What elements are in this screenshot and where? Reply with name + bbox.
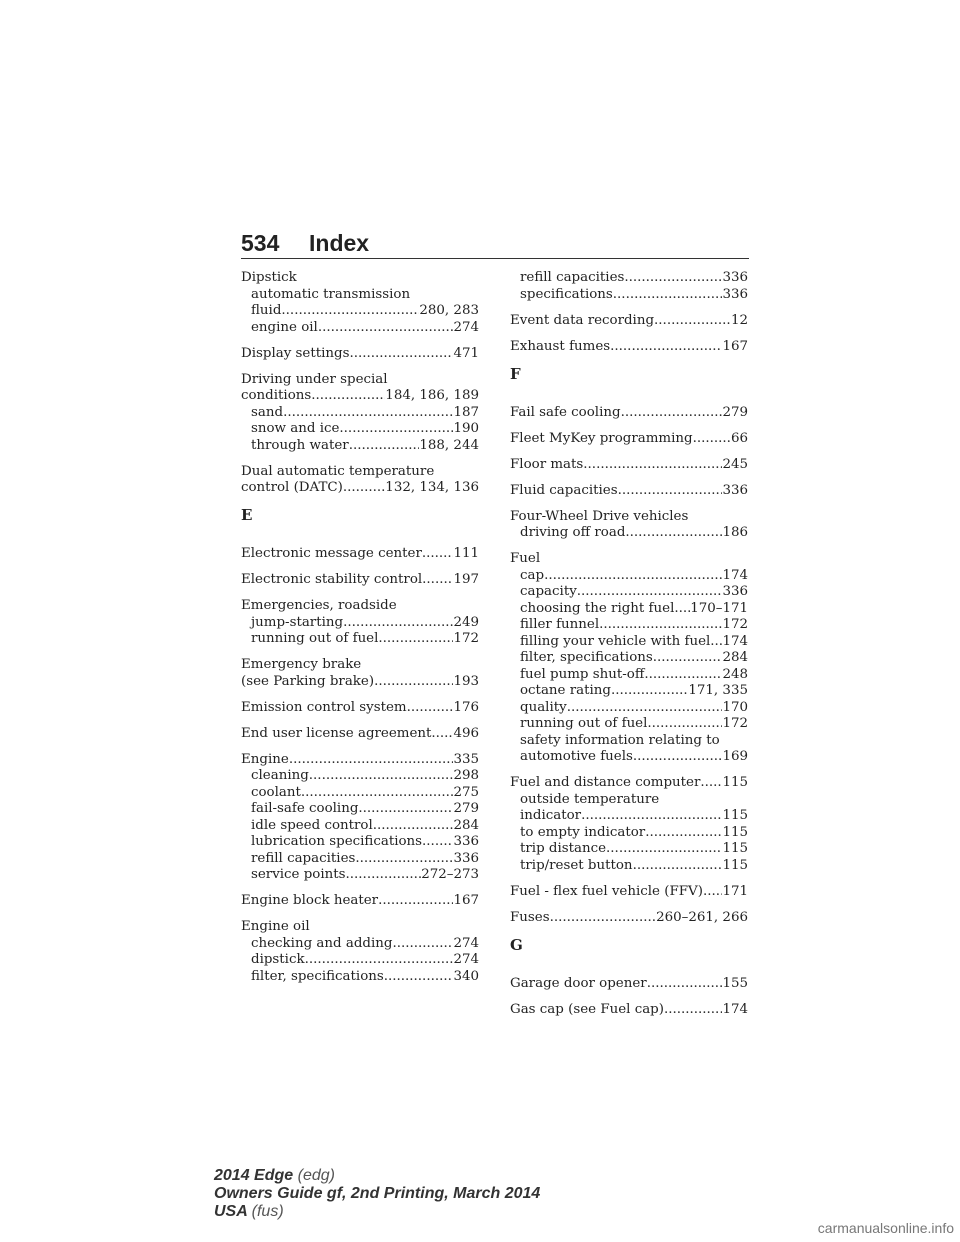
entry-term: safety information relating to: [520, 732, 720, 748]
leader-dots: [373, 818, 454, 835]
entry-term: trip/reset button: [520, 857, 633, 873]
entry-page-ref: 260–261, 266: [656, 909, 748, 925]
index-subentry-line: [241, 421, 479, 438]
leader-dots: [664, 1002, 722, 1019]
leader-dots: [349, 438, 420, 455]
entry-page-ref: 170–171: [690, 600, 748, 616]
entry-page-ref: 336: [453, 834, 479, 849]
entry-term: Garage door opener: [510, 975, 647, 991]
section-letter: G: [510, 935, 523, 954]
index-entry-line: [510, 775, 748, 792]
entry-page-ref: 245: [722, 456, 748, 472]
entry-term: control (DATC): [241, 480, 343, 495]
entry-page-ref: 12: [730, 312, 748, 328]
leader-dots: [693, 431, 731, 448]
entry-term: Driving under special: [241, 371, 388, 387]
index-column-right: [510, 270, 748, 1028]
leader-dots: [346, 867, 422, 884]
entry-term: choosing the right fuel: [520, 600, 675, 616]
entry-page-ref: 336: [453, 850, 479, 866]
index-subentry-line: [241, 818, 479, 835]
entry-term: sand: [251, 404, 284, 420]
index-subentry-line: [510, 568, 748, 585]
entry-term: automatic transmission: [251, 286, 411, 302]
entry-term: Engine: [241, 751, 289, 767]
entry-term: Fuses: [510, 909, 550, 925]
index-subentry-line: [241, 303, 479, 320]
index-subentry-line: [510, 650, 748, 667]
entry-page-ref: 171: [722, 883, 748, 899]
index-entry: [241, 752, 479, 884]
entry-page-ref: 272–273: [421, 867, 479, 882]
index-entry: [510, 775, 748, 874]
leader-dots: [392, 936, 453, 953]
leader-dots: [624, 270, 722, 287]
leader-dots: [378, 893, 453, 910]
entry-page-ref: 169: [722, 749, 748, 764]
leader-dots: [618, 483, 723, 500]
page-header: [241, 228, 749, 259]
leader-dots: [625, 525, 722, 542]
entry-term: filling your vehicle with fuel: [520, 633, 711, 649]
entry-page-ref: 274: [453, 319, 479, 335]
entry-page-ref: 174: [722, 567, 748, 583]
index-entry: [241, 346, 479, 363]
index-entry-line: [241, 270, 479, 287]
entry-page-ref: 174: [722, 1001, 748, 1017]
entry-page-ref: 172: [722, 617, 748, 632]
entry-term: octane rating: [520, 683, 611, 698]
index-entry: [241, 893, 479, 910]
index-entry-line: [510, 313, 748, 330]
leader-dots: [358, 801, 453, 818]
watermark: carmanualsonline.info: [817, 1220, 954, 1236]
index-subentry-line: [510, 808, 748, 825]
entry-page-ref: 496: [453, 725, 479, 741]
leader-dots: [339, 421, 453, 438]
index-entry: [241, 598, 479, 648]
entry-page-ref: 193: [453, 673, 479, 689]
index-entry-line: [241, 726, 479, 743]
index-entry-line: [241, 657, 479, 674]
entry-term: Dipstick: [241, 270, 297, 285]
entry-page-ref: 197: [453, 572, 479, 587]
leader-dots: [633, 749, 723, 766]
entry-term: Emergencies, roadside: [241, 598, 397, 613]
entry-page-ref: 115: [722, 824, 748, 840]
index-subentry-line: [241, 851, 479, 868]
entry-term: Fleet MyKey programming: [510, 430, 693, 446]
index-entry: [510, 910, 748, 927]
section-letter: E: [241, 506, 253, 524]
index-entry-line: [510, 551, 748, 568]
index-entry: [510, 483, 748, 500]
entry-page-ref: 336: [722, 286, 748, 302]
entry-term: (see Parking brake): [241, 673, 375, 689]
entry-term: jump-starting: [251, 614, 344, 630]
index-entry-line: [241, 752, 479, 769]
entry-term: idle speed control: [251, 817, 373, 833]
entry-page-ref: 115: [722, 775, 748, 790]
entry-page-ref: 115: [722, 808, 748, 823]
leader-dots: [407, 700, 454, 717]
leader-dots: [611, 683, 688, 700]
entry-term: Floor mats: [510, 456, 584, 472]
index-entry: [241, 700, 479, 717]
leader-dots: [374, 674, 453, 691]
footer-line-1: [214, 1167, 540, 1185]
index-entry-line: [510, 483, 748, 500]
index-entry: [241, 572, 479, 589]
section-letter: F: [510, 364, 521, 383]
index-entry: [241, 657, 479, 690]
index-subentry-line: [510, 667, 748, 684]
leader-dots: [567, 700, 723, 717]
index-entry-line: [241, 372, 479, 389]
index-entry-line: [510, 431, 748, 448]
entry-term: snow and ice: [251, 421, 340, 436]
index-subentry-line: [241, 405, 479, 422]
index-subentry-line: [510, 525, 748, 542]
index-subentry-line: [241, 768, 479, 785]
index-entry: [510, 457, 748, 474]
index-subentry-line: [510, 825, 748, 842]
leader-dots: [378, 631, 453, 648]
entry-term: refill capacities: [520, 270, 625, 285]
entry-page-ref: 336: [722, 584, 748, 599]
entry-term: fuel pump shut-off: [520, 666, 645, 682]
leader-dots: [583, 457, 722, 474]
entry-term: dipstick: [251, 952, 305, 967]
entry-page-ref: 187: [453, 404, 479, 420]
leader-dots: [301, 785, 454, 802]
index-entry-line: [510, 457, 748, 474]
index-column-left: [241, 270, 479, 995]
entry-term: through water: [251, 437, 349, 453]
entry-page-ref: 279: [722, 404, 748, 420]
entry-page-ref: 172: [722, 716, 748, 731]
index-entry-line: [241, 919, 479, 936]
index-entry-line: [241, 893, 479, 910]
entry-page-ref: 171, 335: [688, 683, 748, 698]
entry-term: filter, specifications: [251, 968, 384, 984]
index-entry-line: [510, 910, 748, 927]
entry-page-ref: 274: [453, 952, 479, 967]
entry-term: running out of fuel: [251, 631, 379, 646]
leader-dots: [349, 346, 453, 363]
entry-term: coolant: [251, 784, 301, 800]
entry-page-ref: 249: [453, 614, 479, 630]
index-entry-line: [241, 598, 479, 615]
index-entry: [510, 509, 748, 542]
leader-dots: [613, 287, 723, 304]
entry-page-ref: 275: [453, 784, 479, 800]
entry-term: outside temperature: [520, 791, 660, 807]
index-subentry-line: [510, 601, 748, 618]
index-entry: [510, 431, 748, 448]
entry-term: Event data recording: [510, 312, 655, 328]
index-subentry-line: [241, 952, 479, 969]
leader-dots: [581, 808, 722, 825]
index-subentry-line: [510, 617, 748, 634]
entry-page-ref: 155: [722, 975, 748, 991]
leader-dots: [281, 303, 419, 320]
index-entry: [241, 464, 479, 497]
index-entry-line: [510, 405, 748, 422]
entry-term: engine oil: [251, 319, 318, 335]
leader-dots: [633, 858, 723, 875]
leader-dots: [550, 910, 657, 927]
index-subentry-line: [241, 785, 479, 802]
entry-term: Four-Wheel Drive vehicles: [510, 508, 689, 524]
leader-dots: [422, 546, 454, 563]
footer-line-2: Owners Guide gf, 2nd Printing, March 2014: [214, 1185, 541, 1202]
entry-page-ref: 167: [722, 338, 748, 354]
entry-term: End user license agreement: [241, 725, 432, 741]
index-entry-line: [510, 976, 748, 993]
entry-page-ref: 115: [722, 841, 748, 856]
entry-term: service points: [251, 867, 346, 882]
index-entry-line: [510, 339, 748, 356]
index-subentry-line: [510, 683, 748, 700]
entry-page-ref: 174: [722, 633, 748, 649]
index-subentry-line: [241, 867, 479, 884]
entry-term: Electronic message center: [241, 546, 422, 561]
entry-term: lubrication specifications: [251, 834, 423, 849]
entry-page-ref: 274: [453, 935, 479, 951]
leader-dots: [647, 976, 723, 993]
entry-term: Electronic stability control: [241, 572, 423, 587]
index-subentry-line: [241, 320, 479, 337]
leader-dots: [422, 834, 453, 851]
index-subentry-line: [510, 287, 748, 304]
leader-dots: [289, 752, 454, 769]
index-entry: [510, 313, 748, 330]
entry-page-ref: 284: [453, 817, 479, 833]
leader-dots: [644, 667, 722, 684]
entry-term: Fail safe cooling: [510, 404, 621, 420]
index-entry-line: [241, 388, 479, 405]
leader-dots: [343, 480, 385, 497]
index-subentry-line: [241, 615, 479, 632]
index-subentry-line: [241, 287, 479, 304]
leader-dots: [700, 775, 722, 792]
index-subentry-line: [241, 969, 479, 986]
index-subentry-line: [510, 858, 748, 875]
leader-dots: [318, 320, 454, 337]
index-entry: [510, 1002, 748, 1019]
entry-page-ref: 336: [722, 482, 748, 498]
entry-page-ref: 170: [722, 699, 748, 715]
index-subentry-line: [510, 716, 748, 733]
index-subentry-line: [241, 936, 479, 953]
entry-page-ref: 279: [453, 801, 479, 816]
page-title: Index: [309, 230, 370, 256]
entry-page-ref: 176: [453, 699, 479, 715]
index-subentry-line: [241, 834, 479, 851]
entry-term: specifications: [520, 286, 613, 302]
index-entry-line: [241, 674, 479, 691]
leader-dots: [305, 952, 454, 969]
entry-page-ref: 280, 283: [419, 303, 479, 318]
index-entry: [241, 726, 479, 743]
index-subentry-line: [241, 801, 479, 818]
footer-model-code: (edg): [297, 1167, 335, 1184]
entry-page-ref: 188, 244: [419, 437, 479, 453]
index-entry: [241, 546, 479, 563]
entry-term: indicator: [520, 808, 582, 823]
index-subentry-line: [510, 700, 748, 717]
page-number: 534: [241, 230, 280, 256]
index-subentry-line: [510, 749, 748, 766]
leader-dots: [384, 969, 454, 986]
index-subentry-line: [510, 841, 748, 858]
footer: [214, 1167, 540, 1221]
entry-page-ref: 172: [453, 631, 479, 646]
leader-dots: [653, 650, 723, 667]
index-entry-line: [510, 884, 748, 901]
entry-term: conditions: [241, 388, 312, 403]
entry-page-ref: 284: [722, 650, 748, 665]
leader-dots: [710, 634, 722, 651]
entry-term: Exhaust fumes: [510, 338, 611, 354]
entry-page-ref: 115: [722, 857, 748, 873]
footer-region-code: (fus): [251, 1203, 284, 1220]
entry-term: Emergency brake: [241, 657, 362, 672]
leader-dots: [577, 584, 723, 601]
entry-term: Fuel - flex fuel vehicle (FFV): [510, 883, 703, 899]
leader-dots: [599, 617, 722, 634]
leader-dots: [647, 716, 722, 733]
leader-dots: [431, 726, 453, 743]
entry-term: fluid: [251, 303, 282, 318]
index-entry-line: [510, 1002, 748, 1019]
index-entry: [241, 372, 479, 455]
index-subentry-line: [241, 631, 479, 648]
entry-page-ref: 340: [453, 968, 479, 984]
entry-page-ref: 167: [453, 893, 479, 908]
leader-dots: [606, 841, 722, 858]
footer-line-3: [214, 1203, 540, 1221]
leader-dots: [674, 601, 690, 618]
leader-dots: [422, 572, 453, 589]
entry-page-ref: 335: [453, 751, 479, 767]
leader-dots: [343, 615, 453, 632]
index-entry: [510, 405, 748, 422]
entry-term: capacity: [520, 584, 577, 599]
leader-dots: [309, 768, 454, 785]
index-entry: [241, 270, 479, 336]
entry-page-ref: 184, 186, 189: [385, 388, 479, 403]
index-subentry-line: [510, 634, 748, 651]
footer-model: 2014 Edge: [214, 1167, 294, 1184]
entry-term: Engine block heater: [241, 893, 379, 908]
index-entry-line: [510, 509, 748, 526]
leader-dots: [621, 405, 723, 422]
entry-term: filler funnel: [520, 617, 600, 632]
index-entry-line: [241, 572, 479, 589]
leader-dots: [703, 884, 723, 901]
entry-term: Fuel and distance computer: [510, 775, 701, 790]
leader-dots: [355, 851, 453, 868]
entry-term: refill capacities: [251, 850, 356, 866]
entry-term: Emission control system: [241, 699, 407, 715]
entry-page-ref: 336: [722, 270, 748, 285]
entry-term: cleaning: [251, 768, 309, 783]
footer-region: USA: [214, 1203, 248, 1220]
entry-term: quality: [520, 699, 567, 715]
index-subentry-line: [510, 792, 748, 809]
entry-term: filter, specifications: [520, 650, 653, 665]
entry-page-ref: 66: [730, 430, 748, 446]
entry-term: Fuel: [510, 551, 541, 566]
entry-page-ref: 111: [453, 546, 479, 561]
entry-term: Fluid capacities: [510, 482, 618, 498]
index-entry: [241, 919, 479, 985]
index-entry-line: [241, 546, 479, 563]
leader-dots: [610, 339, 722, 356]
entry-term: Display settings: [241, 345, 350, 361]
leader-dots: [283, 405, 453, 422]
leader-dots: [654, 313, 731, 330]
leader-dots: [311, 388, 385, 405]
entry-page-ref: 132, 134, 136: [385, 480, 479, 495]
entry-term: Engine oil: [241, 919, 310, 934]
leader-dots: [645, 825, 722, 842]
index-entry-line: [241, 480, 479, 497]
index-entry: [510, 551, 748, 766]
entry-page-ref: 248: [722, 666, 748, 682]
index-entry-line: [241, 464, 479, 481]
entry-page-ref: 190: [453, 421, 479, 436]
entry-term: automotive fuels: [520, 749, 633, 764]
entry-term: Dual automatic temperature: [241, 463, 435, 479]
index-entry-line: [241, 346, 479, 363]
index-entry-line: [241, 700, 479, 717]
entry-term: checking and adding: [251, 935, 393, 951]
index-entry: [510, 339, 748, 356]
index-subentry-line: [241, 438, 479, 455]
index-entry: [510, 976, 748, 993]
entry-page-ref: 298: [453, 768, 479, 783]
entry-term: to empty indicator: [520, 824, 646, 840]
index-subentry-line: [510, 270, 748, 287]
index-subentry-line: [510, 733, 748, 750]
entry-term: cap: [520, 567, 545, 583]
entry-term: trip distance: [520, 841, 607, 856]
entry-term: Gas cap (see Fuel cap): [510, 1001, 664, 1017]
entry-term: fail-safe cooling: [251, 801, 359, 816]
leader-dots: [544, 568, 722, 585]
entry-page-ref: 471: [453, 345, 479, 361]
entry-page-ref: 186: [722, 525, 748, 540]
index-entry: [510, 270, 748, 303]
index-entry: [510, 884, 748, 901]
entry-term: running out of fuel: [520, 716, 648, 731]
entry-term: driving off road: [520, 525, 626, 540]
index-subentry-line: [510, 584, 748, 601]
